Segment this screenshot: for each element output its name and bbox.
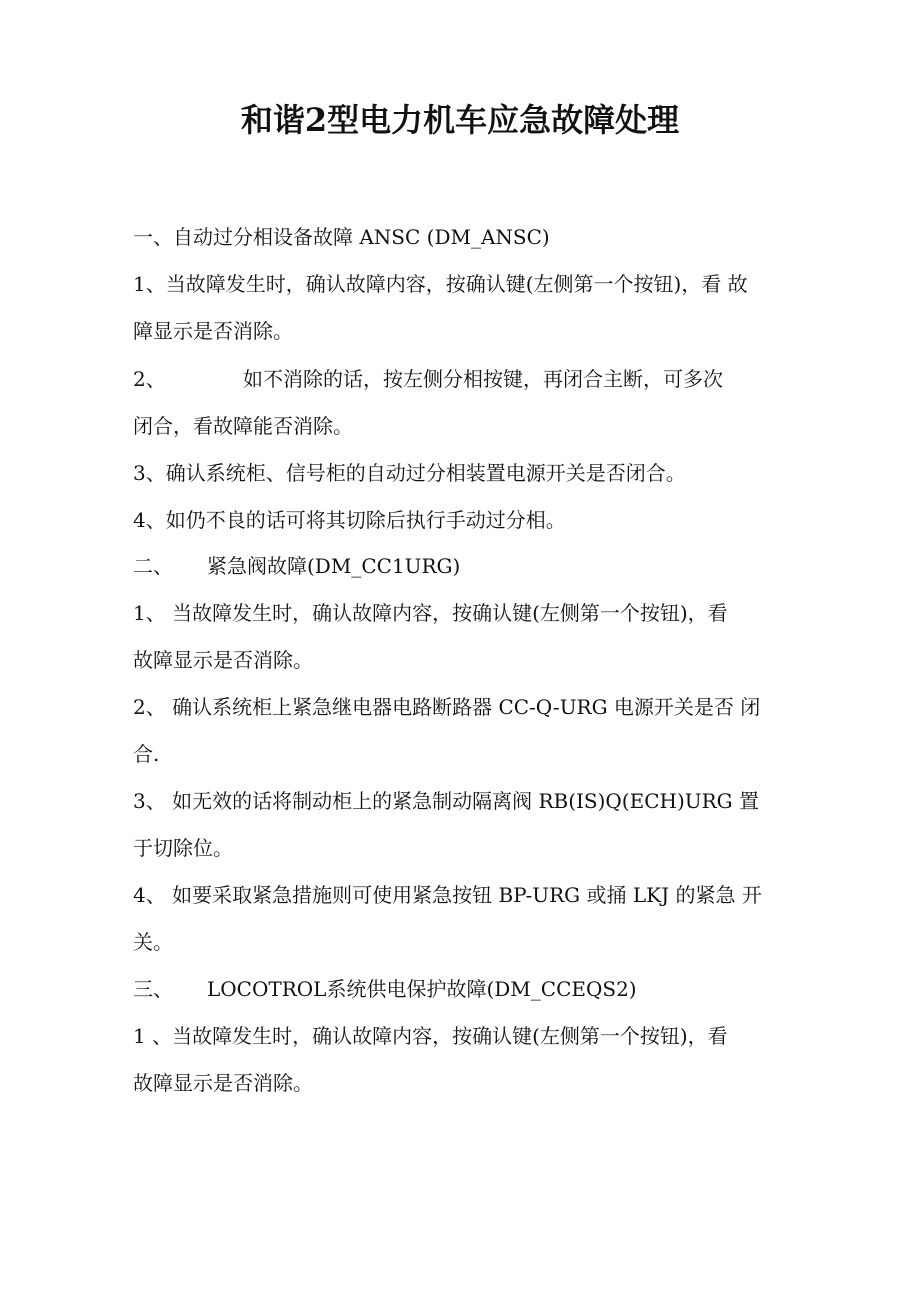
section-1-step-1-cont: 障显示是否消除。: [133, 319, 293, 343]
section-2-step-1: 1、 当故障发生时，确认故障内容，按确认键(左侧第一个按钮)，看: [133, 601, 728, 625]
section-1-step-1: 1、当故障发生时，确认故障内容，按确认键(左侧第一个按钮)，看 故: [133, 272, 748, 296]
section-1-step-3: 3、确认系统柜、信号柜的自动过分相装置电源开关是否闭合。: [133, 461, 686, 485]
section-1-heading: 一、自动过分相设备故障 ANSC (DM_ANSC): [133, 225, 550, 249]
section-3-heading: LOCOTROL系统供电保护故障(DM_CCEQS2): [207, 977, 637, 1001]
section-1-step-2-cont: 闭合，看故障能否消除。: [133, 414, 353, 438]
section-2-heading: 紧急阀故障(DM_CC1URG): [207, 554, 461, 578]
section-3-number: 三、: [133, 977, 173, 1001]
section-2-step-3: 3、 如无效的话将制动柜上的紧急制动隔离阀 RB(IS)Q(ECH)URG 置: [133, 789, 759, 813]
section-2-step-3-cont: 于切除位。: [133, 836, 233, 860]
section-2-step-1-cont: 故障显示是否消除。: [133, 648, 313, 672]
section-2-step-4: 4、 如要采取紧急措施则可使用紧急按钮 BP-URG 或捅 LKJ 的紧急 开: [133, 883, 762, 907]
section-2-step-4-cont: 关。: [133, 930, 173, 954]
section-1-step-2-number: 2、: [133, 367, 166, 391]
document-title: 和谐2型电力机车应急故障处理: [240, 101, 680, 139]
section-3-step-1: 1 、当故障发生时，确认故障内容，按确认键(左侧第一个按钮)，看: [133, 1024, 728, 1048]
section-2-step-2: 2、 确认系统柜上紧急继电器电路断路器 CC-Q-URG 电源开关是否 闭: [133, 695, 761, 719]
section-3-step-1-cont: 故障显示是否消除。: [133, 1071, 313, 1095]
section-2-number: 二、: [133, 554, 173, 578]
section-2-step-2-cont: 合.: [133, 742, 160, 766]
section-1-step-2: 如不消除的话，按左侧分相按键，再闭合主断，可多次: [243, 367, 723, 391]
section-1-step-4: 4、如仍不良的话可将其切除后执行手动过分相。: [133, 508, 566, 532]
